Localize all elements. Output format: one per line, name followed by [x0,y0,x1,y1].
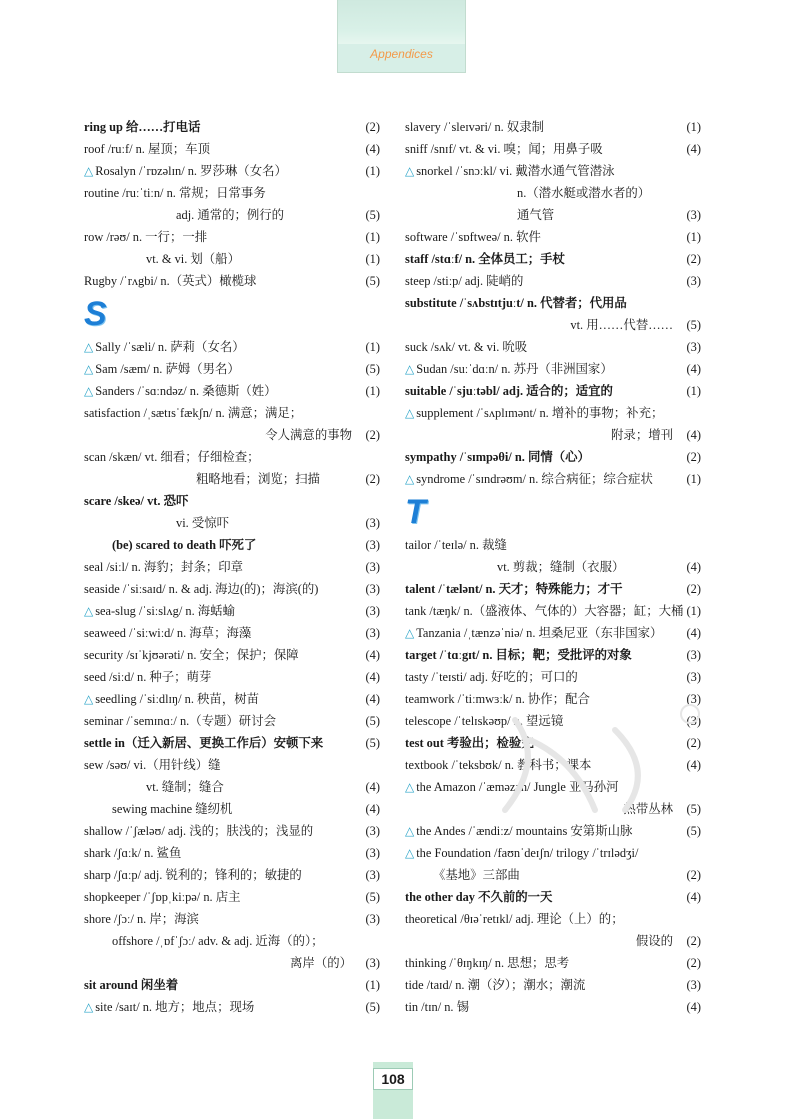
unit-number: (3) [686,978,701,992]
entry-text: software /ˈsɒftweə/ n. 软件 [405,230,541,244]
entry-text: offshore /ˌɒfˈʃɔː/ adv. & adj. 近海（的）； [112,934,324,948]
triangle-icon: △ [405,362,415,376]
entry-text: Sam /sæm/ n. 萨姆（男名） [95,362,240,376]
entry-text: seminar /ˈsemɪnɑː/ n.（专题）研讨会 [84,714,276,728]
glossary-entry [84,974,380,996]
unit-number: (2) [686,450,701,464]
unit-number: (3) [365,560,380,574]
triangle-icon: △ [84,362,94,376]
glossary-entry [405,292,701,314]
unit-number: (5) [686,318,701,332]
entry-text: teamwork /ˈtiːmwɜːk/ n. 协作；配合 [405,692,590,706]
glossary-entry [405,358,701,380]
entry-text: scare /skeə/ vt. 恐吓 [84,494,189,508]
entry-text: shallow /ˈʃæləʊ/ adj. 浅的；肤浅的；浅显的 [84,824,314,838]
entry-text: shark /ʃɑːk/ n. 鲨鱼 [84,846,182,860]
triangle-icon: △ [84,384,94,398]
glossary-entry [405,556,701,578]
entry-text: seal /siːl/ n. 海豹；封条；印章 [84,560,244,574]
triangle-icon: △ [405,406,415,420]
entry-text: sniff /snɪf/ vt. & vi. 嗅；闻；用鼻子吸 [405,142,603,156]
unit-number: (1) [686,120,701,134]
entry-text: the other day 不久前的一天 [405,890,553,904]
appendices-header-tab [337,0,466,73]
triangle-icon: △ [405,824,415,838]
entry-text: n.（潜水艇或潜水者的） [517,186,651,200]
glossary-entry [84,116,380,138]
glossary-entry [84,380,380,402]
triangle-icon: △ [84,1000,94,1014]
entry-text: tide /taɪd/ n. 潮（汐）；潮水；潮流 [405,978,586,992]
unit-number: (5) [686,802,701,816]
entry-text: Rugby /ˈrʌgbi/ n.（英式）橄榄球 [84,274,257,288]
glossary-entry [84,138,380,160]
entry-text: 《基地》三部曲 [433,868,520,882]
entry-text: sympathy /ˈsɪmpəθi/ n. 同情（心） [405,450,590,464]
glossary-entry [84,578,380,600]
unit-number: (5) [365,274,380,288]
glossary-entry [405,270,701,292]
unit-number: (5) [365,1000,380,1014]
unit-number: (5) [686,824,701,838]
triangle-icon: △ [84,340,94,354]
glossary-entry [84,622,380,644]
unit-number: (1) [686,230,701,244]
entry-text: site /saɪt/ n. 地方；地点；现场 [95,1000,255,1014]
unit-number: (1) [365,978,380,992]
entry-text: (be) scared to death 吓死了 [112,538,257,552]
entry-text: tank /tæŋk/ n.（盛液体、气体的）大容器；缸；大桶 [405,604,684,618]
glossary-entry [405,798,701,820]
unit-number: (1) [365,164,380,178]
entry-text: test out 考验出；检验完 [405,736,534,750]
glossary-entry [405,666,701,688]
glossary-entry [405,578,701,600]
unit-number: (4) [686,142,701,156]
entry-text: Sudan /suːˈdɑːn/ n. 苏丹（非洲国家） [416,362,613,376]
unit-number: (3) [686,274,701,288]
entry-text: sit around 闲坐着 [84,978,179,992]
entry-text: seedling /ˈsiːdlɪŋ/ n. 秧苗，树苗 [95,692,259,706]
unit-number: (4) [686,428,701,442]
entry-text: shore /ʃɔː/ n. 岸；海滨 [84,912,199,926]
glossary-entry [405,908,701,930]
entry-text: target /ˈtɑːgɪt/ n. 目标；靶；受批评的对象 [405,648,632,662]
entry-text: substitute /ˈsʌbstɪtjuːt/ n. 代替者；代用品 [405,296,627,310]
unit-number: (3) [686,670,701,684]
entry-text: satisfaction /ˌsætɪsˈfækʃn/ n. 满意；满足； [84,406,303,420]
triangle-icon: △ [84,604,94,618]
unit-number: (4) [365,780,380,794]
unit-number: (4) [365,648,380,662]
glossary-entry [84,754,380,776]
glossary-entry [405,424,701,446]
entry-text: theoretical /θɪəˈretɪkl/ adj. 理论（上）的； [405,912,624,926]
glossary-entry [405,864,701,886]
entry-text: staff /stɑːf/ n. 全体员工；手杖 [405,252,565,266]
glossary-entry [84,886,380,908]
glossary-entry [405,468,701,490]
glossary-entry [405,644,701,666]
glossary-entry [84,930,380,952]
triangle-icon: △ [84,164,94,178]
glossary-entry [405,534,701,556]
glossary-entry [405,402,701,424]
glossary-entry [84,160,380,182]
unit-number: (4) [686,758,701,772]
unit-number: (3) [686,340,701,354]
glossary-entry [84,358,380,380]
unit-number: (3) [365,846,380,860]
unit-number: (2) [365,428,380,442]
unit-number: (5) [365,208,380,222]
unit-number: (4) [686,626,701,640]
glossary-entry [84,688,380,710]
glossary-entry [405,314,701,336]
entry-text: Sally /ˈsæli/ n. 萨莉（女名） [95,340,245,354]
triangle-icon: △ [405,626,415,640]
unit-number: (1) [365,252,380,266]
entry-text: textbook /ˈteksbʊk/ n. 教科书；课本 [405,758,592,772]
glossary-entry [405,446,701,468]
unit-number: (3) [365,604,380,618]
entry-text: Tanzania /ˌtænzəˈniə/ n. 坦桑尼亚（东非国家） [416,626,663,640]
entry-text: 令人满意的事物 [265,428,352,442]
entry-text: tasty /ˈteɪsti/ adj. 好吃的；可口的 [405,670,578,684]
glossary-entry [405,226,701,248]
glossary-entry [405,622,701,644]
glossary-entry [405,754,701,776]
glossary-entry [405,116,701,138]
glossary-entry [84,842,380,864]
section-letter: S [84,295,107,333]
entry-text: scan /skæn/ vt. 细看；仔细检查； [84,450,260,464]
glossary-entry [405,688,701,710]
glossary-entry [405,974,701,996]
unit-number: (4) [365,692,380,706]
glossary-entry [84,204,380,226]
glossary-entry [84,644,380,666]
entry-text: thinking /ˈθɪŋkɪŋ/ n. 思想；思考 [405,956,570,970]
glossary-entry [84,534,380,556]
entry-text: tin /tɪn/ n. 锡 [405,1000,470,1014]
entry-text: 附录；增刊 [611,428,673,442]
glossary-entry [84,776,380,798]
unit-number: (3) [686,714,701,728]
unit-number: (2) [686,868,701,882]
unit-number: (3) [686,692,701,706]
entry-text: sewing machine 缝纫机 [112,802,233,816]
entry-text: roof /ruːf/ n. 屋顶；车顶 [84,142,210,156]
unit-number: (2) [365,472,380,486]
entry-text: sea-slug /ˈsiːslʌg/ n. 海蛞蝓 [95,604,235,618]
entry-text: Sanders /ˈsɑːndəz/ n. 桑德斯（姓） [95,384,277,398]
glossary-entry [84,270,380,292]
entry-text: seaside /ˈsiːsaɪd/ n. & adj. 海边(的)；海滨(的) [84,582,319,596]
unit-number: (1) [365,230,380,244]
unit-number: (3) [365,912,380,926]
glossary-entry [84,226,380,248]
glossary-entry [405,732,701,754]
glossary-entry [84,446,380,468]
unit-number: (3) [686,208,701,222]
glossary-entry [84,908,380,930]
triangle-icon: △ [405,472,415,486]
unit-number: (1) [686,604,701,618]
glossary-entry [405,336,701,358]
unit-number: (3) [365,956,380,970]
entry-text: seed /siːd/ n. 种子；萌芽 [84,670,212,684]
glossary-entry [405,776,701,798]
glossary-entry [84,512,380,534]
glossary-entry [405,160,701,182]
entry-text: adj. 通常的；例行的 [176,208,285,222]
unit-number: (2) [365,120,380,134]
unit-number: (1) [686,384,701,398]
unit-number: (2) [686,956,701,970]
entry-text: slavery /ˈsleɪvəri/ n. 奴隶制 [405,120,545,134]
unit-number: (4) [365,142,380,156]
entry-text: 离岸（的） [290,956,352,970]
glossary-entry [84,710,380,732]
glossary-entry [405,820,701,842]
entry-text: vi. 受惊吓 [176,516,230,530]
unit-number: (5) [365,736,380,750]
entry-text: row /rəʊ/ n. 一行；一排 [84,230,208,244]
right-column [405,116,701,1018]
section-letter: T [405,493,426,531]
unit-number: (4) [365,802,380,816]
glossary-entry [84,336,380,358]
glossary-entry [84,468,380,490]
entry-text: vt. 缝制；缝合 [146,780,224,794]
glossary-entry [84,402,380,424]
glossary-entry [405,380,701,402]
glossary-entry [405,204,701,226]
entry-text: supplement /ˈsʌplɪmənt/ n. 增补的事物；补充； [416,406,664,420]
unit-number: (3) [365,538,380,552]
entry-text: suitable /ˈsjuːtəbl/ adj. 适合的；适宜的 [405,384,613,398]
entry-text: tailor /ˈteɪlə/ n. 裁缝 [405,538,507,552]
header-label: Appendices [370,47,433,61]
glossary-entry [405,138,701,160]
unit-number: (2) [686,582,701,596]
unit-number: (2) [686,252,701,266]
entry-text: steep /stiːp/ adj. 陡峭的 [405,274,524,288]
entry-text: ring up 给……打电话 [84,120,201,134]
unit-number: (5) [365,714,380,728]
glossary-entry [84,424,380,446]
unit-number: (4) [686,1000,701,1014]
unit-number: (4) [686,560,701,574]
entry-text: the Foundation /faʊnˈdeɪʃn/ trilogy /ˈtrɪlədʒi/ [416,846,639,860]
unit-number: (3) [365,824,380,838]
glossary-entry [405,996,701,1018]
entry-text: the Amazon /ˈæməzən/ Jungle 亚马孙河 [416,780,619,794]
glossary-entry [84,952,380,974]
unit-number: (5) [365,362,380,376]
glossary-entry [405,710,701,732]
entry-text: syndrome /ˈsɪndrəʊm/ n. 综合病征；综合症状 [416,472,653,486]
entry-text: the Andes /ˈændiːz/ mountains 安第斯山脉 [416,824,633,838]
entry-text: seaweed /ˈsiːwiːd/ n. 海草；海藻 [84,626,252,640]
glossary-entry [84,556,380,578]
unit-number: (2) [686,934,701,948]
entry-text: sharp /ʃɑːp/ adj. 锐利的；锋利的；敏捷的 [84,868,302,882]
glossary-entry [84,182,380,204]
unit-number: (4) [686,362,701,376]
entry-text: vt. 剪裁；缝制（衣服） [497,560,625,574]
glossary-entry [84,732,380,754]
glossary-entry [405,182,701,204]
entry-text: 粗略地看；浏览；扫描 [196,472,320,486]
triangle-icon: △ [405,780,415,794]
glossary-entry [84,798,380,820]
triangle-icon: △ [405,164,415,178]
entry-text: talent /ˈtælənt/ n. 天才；特殊能力；才干 [405,582,623,596]
glossary-entry [405,886,701,908]
unit-number: (3) [365,516,380,530]
glossary-entry [84,820,380,842]
unit-number: (3) [365,582,380,596]
glossary-entry [405,600,701,622]
unit-number: (4) [686,890,701,904]
triangle-icon: △ [405,846,415,860]
entry-text: settle in（迁入新居、更换工作后）安顿下来 [84,736,324,750]
entry-text: vt. & vi. 划（船） [146,252,240,266]
glossary-entry [405,952,701,974]
glossary-entry [84,996,380,1018]
unit-number: (5) [365,890,380,904]
left-column [84,116,380,1018]
unit-number: (3) [365,868,380,882]
entry-text: routine /ruːˈtiːn/ n. 常规；日常事务 [84,186,266,200]
entry-text: suck /sʌk/ vt. & vi. 吮吸 [405,340,528,354]
entry-text: snorkel /ˈsnɔːkl/ vi. 戴潜水通气管潜泳 [416,164,615,178]
glossary-entry [84,248,380,270]
glossary-entry [84,864,380,886]
glossary-entry [84,490,380,512]
entry-text: Rosalyn /ˈrɒzəlɪn/ n. 罗莎琳（女名） [95,164,287,178]
unit-number: (4) [365,670,380,684]
page-number: 108 [373,1068,413,1090]
entry-text: telescope /ˈtelɪskəʊp/ n. 望远镜 [405,714,564,728]
entry-text: 通气管 [517,208,555,222]
glossary-entry [405,842,701,864]
triangle-icon: △ [84,692,94,706]
entry-text: 假设的 [635,934,673,948]
unit-number: (3) [686,648,701,662]
entry-text: shopkeeper /ˈʃɒpˌkiːpə/ n. 店主 [84,890,241,904]
glossary-entry [405,930,701,952]
entry-text: vt. 用……代替…… [570,318,673,332]
header-wave-pattern [338,0,465,44]
unit-number: (1) [365,340,380,354]
glossary-entry [405,248,701,270]
unit-number: (2) [686,736,701,750]
glossary-entry [84,666,380,688]
glossary-entry [84,600,380,622]
unit-number: (1) [686,472,701,486]
entry-text: sew /səʊ/ vi.（用针线）缝 [84,758,221,772]
unit-number: (3) [365,626,380,640]
entry-text: security /sɪˈkjʊərəti/ n. 安全；保护；保障 [84,648,299,662]
entry-text: 热带丛林 [623,802,673,816]
unit-number: (1) [365,384,380,398]
